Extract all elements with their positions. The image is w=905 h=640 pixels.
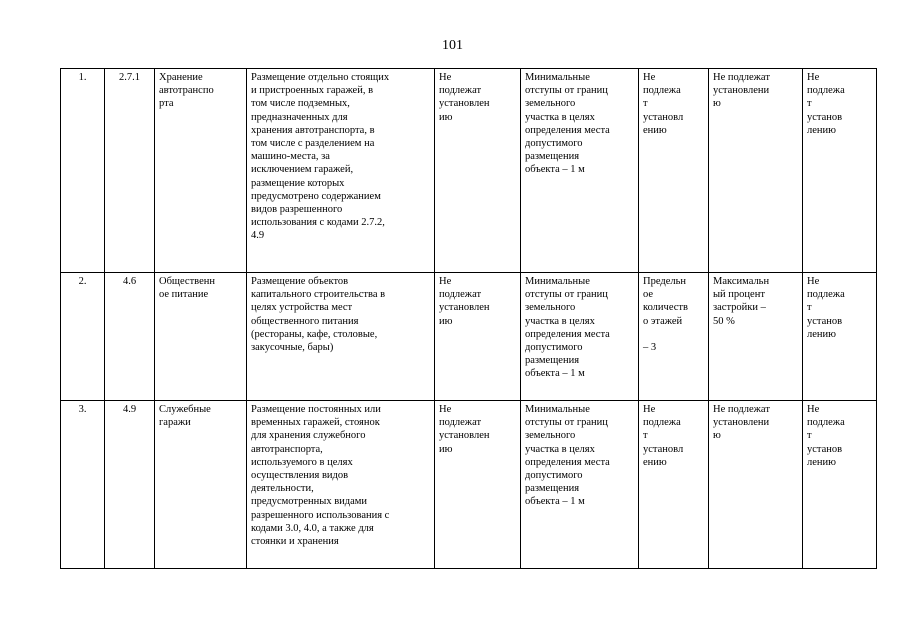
other-params-cell: Не подлежа т установ лению (803, 401, 877, 569)
coverage-cell: Не подлежат установлени ю (709, 69, 803, 273)
row-number-cell: 1. (61, 69, 105, 273)
page-number: 101 (442, 38, 463, 53)
land-use-regulations-table (60, 68, 877, 569)
use-name-cell: Служебные гаражи (155, 401, 247, 569)
table-row (61, 69, 877, 273)
setbacks-cell: Минимальные отступы от границ земельного участка в целях определения места допустимого размещения объекта – 1 м (521, 273, 639, 401)
coverage-cell: Не подлежат установлени ю (709, 401, 803, 569)
use-description-cell: Размещение постоянных или временных гаражей, стоянок для хранения служебного автотранспорта, используемого в целях осуществления видов деятельности, предусмотренных видами разрешенного использования с кодами 3.0, 4.0, а также для стоянки и хранения (247, 401, 435, 569)
setbacks-cell: Минимальные отступы от границ земельного участка в целях определения места допустимого размещения объекта – 1 м (521, 69, 639, 273)
row-number-cell: 3. (61, 401, 105, 569)
plot-size-cell: Не подлежат установлен ию (435, 401, 521, 569)
table-row (61, 273, 877, 401)
use-code-cell: 4.9 (105, 401, 155, 569)
coverage-cell: Максимальн ый процент застройки – 50 % (709, 273, 803, 401)
use-description-cell: Размещение отдельно стоящих и пристроенных гаражей, в том числе подземных, предназначенных для хранения автотранспорта, в том числе с разделением на машино-места, за исключением гаражей, размещение которых предусмотрено содержанием видов разрешенного использования с кодами 2.7.2, 4.9 (247, 69, 435, 273)
setbacks-cell: Минимальные отступы от границ земельного участка в целях определения места допустимого размещения объекта – 1 м (521, 401, 639, 569)
floors-cell: Не подлежа т установл ению (639, 401, 709, 569)
other-params-cell: Не подлежа т установ лению (803, 273, 877, 401)
other-params-cell: Не подлежа т установ лению (803, 69, 877, 273)
use-code-cell: 4.6 (105, 273, 155, 401)
plot-size-cell: Не подлежат установлен ию (435, 69, 521, 273)
plot-size-cell: Не подлежат установлен ию (435, 273, 521, 401)
use-description-cell: Размещение объектов капитального строительства в целях устройства мест общественного питания (рестораны, кафе, столовые, закусочные, бары) (247, 273, 435, 401)
use-name-cell: Хранение автотранспо рта (155, 69, 247, 273)
floors-cell: Не подлежа т установл ению (639, 69, 709, 273)
floors-cell: Предельн ое количеств о этажей – 3 (639, 273, 709, 401)
table-row (61, 401, 877, 569)
row-number-cell: 2. (61, 273, 105, 401)
use-name-cell: Общественн ое питание (155, 273, 247, 401)
use-code-cell: 2.7.1 (105, 69, 155, 273)
